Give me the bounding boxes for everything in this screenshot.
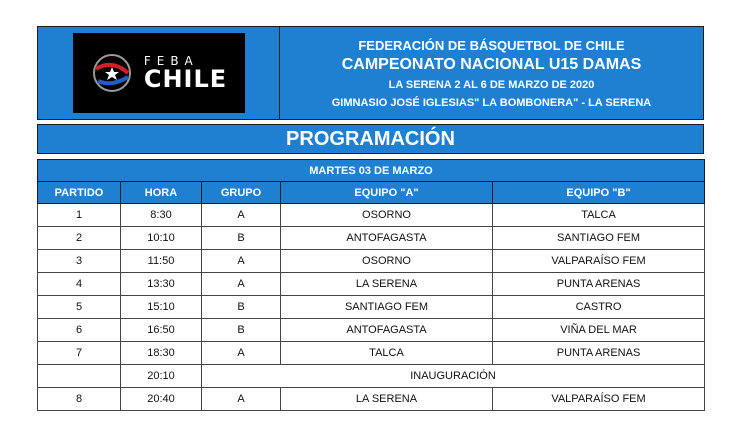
column-headers xyxy=(38,182,705,204)
match-time: 20:40 xyxy=(121,388,202,411)
col-equipo-a: EQUIPO "A" xyxy=(281,182,493,204)
team-b: TALCA xyxy=(493,204,705,227)
schedule-table xyxy=(37,159,705,411)
table-row xyxy=(38,388,705,411)
match-number: 5 xyxy=(38,296,121,319)
federation-name: FEDERACIÓN DE BÁSQUETBOL DE CHILE xyxy=(358,37,625,53)
table-row xyxy=(38,204,705,227)
match-number: 8 xyxy=(38,388,121,411)
team-b: VIÑA DEL MAR xyxy=(493,319,705,342)
match-group: B xyxy=(202,296,281,319)
logo-cell xyxy=(38,27,280,119)
match-group: B xyxy=(202,227,281,250)
schedule-document xyxy=(37,26,704,411)
match-number: 7 xyxy=(38,342,121,365)
feba-chile-logo xyxy=(73,33,245,113)
match-number: 2 xyxy=(38,227,121,250)
logo-feba-text: FEBA xyxy=(143,54,199,68)
table-row xyxy=(38,273,705,296)
section-title: PROGRAMACIÓN xyxy=(37,124,704,154)
match-group: B xyxy=(202,319,281,342)
match-time: 15:10 xyxy=(121,296,202,319)
document-header xyxy=(37,26,704,120)
team-a: LA SERENA xyxy=(281,388,493,411)
match-number: 6 xyxy=(38,319,121,342)
basketball-logo-icon xyxy=(90,51,134,95)
team-a: ANTOFAGASTA xyxy=(281,319,493,342)
team-b: VALPARAÍSO FEM xyxy=(493,388,705,411)
match-number: 1 xyxy=(38,204,121,227)
event-dates: LA SERENA 2 AL 6 DE MARZO DE 2020 xyxy=(388,78,595,91)
table-row xyxy=(38,319,705,342)
team-b: PUNTA ARENAS xyxy=(493,342,705,365)
team-b: PUNTA ARENAS xyxy=(493,273,705,296)
match-time: 13:30 xyxy=(121,273,202,296)
day-label: MARTES 03 DE MARZO xyxy=(38,160,705,182)
table-row xyxy=(38,342,705,365)
match-time: 10:10 xyxy=(121,227,202,250)
match-group: A xyxy=(202,273,281,296)
event-venue: GIMNASIO JOSÉ IGLESIAS" LA BOMBONERA" - LA SERENA xyxy=(331,96,652,109)
match-time: 18:30 xyxy=(121,342,202,365)
match-group: A xyxy=(202,250,281,273)
match-time: 8:30 xyxy=(121,204,202,227)
team-b: SANTIAGO FEM xyxy=(493,227,705,250)
match-group: A xyxy=(202,204,281,227)
team-a: LA SERENA xyxy=(281,273,493,296)
match-time: 11:50 xyxy=(121,250,202,273)
match-group: A xyxy=(202,342,281,365)
championship-name: CAMPEONATO NACIONAL U15 DAMAS xyxy=(341,55,642,73)
match-time: 16:50 xyxy=(121,319,202,342)
match-number xyxy=(38,365,121,388)
match-number: 3 xyxy=(38,250,121,273)
match-time: 20:10 xyxy=(121,365,202,388)
table-row xyxy=(38,296,705,319)
team-a: ANTOFAGASTA xyxy=(281,227,493,250)
match-number: 4 xyxy=(38,273,121,296)
col-grupo: GRUPO xyxy=(202,182,281,204)
ceremony-label: INAUGURACIÓN xyxy=(202,365,705,388)
table-row xyxy=(38,250,705,273)
team-a: OSORNO xyxy=(281,250,493,273)
ceremony-row xyxy=(38,365,705,388)
logo-chile-text: CHILE xyxy=(143,65,228,93)
table-row xyxy=(38,227,705,250)
col-partido: PARTIDO xyxy=(38,182,121,204)
event-info xyxy=(280,27,703,119)
team-a: OSORNO xyxy=(281,204,493,227)
team-a: SANTIAGO FEM xyxy=(281,296,493,319)
team-b: VALPARAÍSO FEM xyxy=(493,250,705,273)
match-group: A xyxy=(202,388,281,411)
col-hora: HORA xyxy=(121,182,202,204)
team-a: TALCA xyxy=(281,342,493,365)
col-equipo-b: EQUIPO "B" xyxy=(493,182,705,204)
team-b: CASTRO xyxy=(493,296,705,319)
